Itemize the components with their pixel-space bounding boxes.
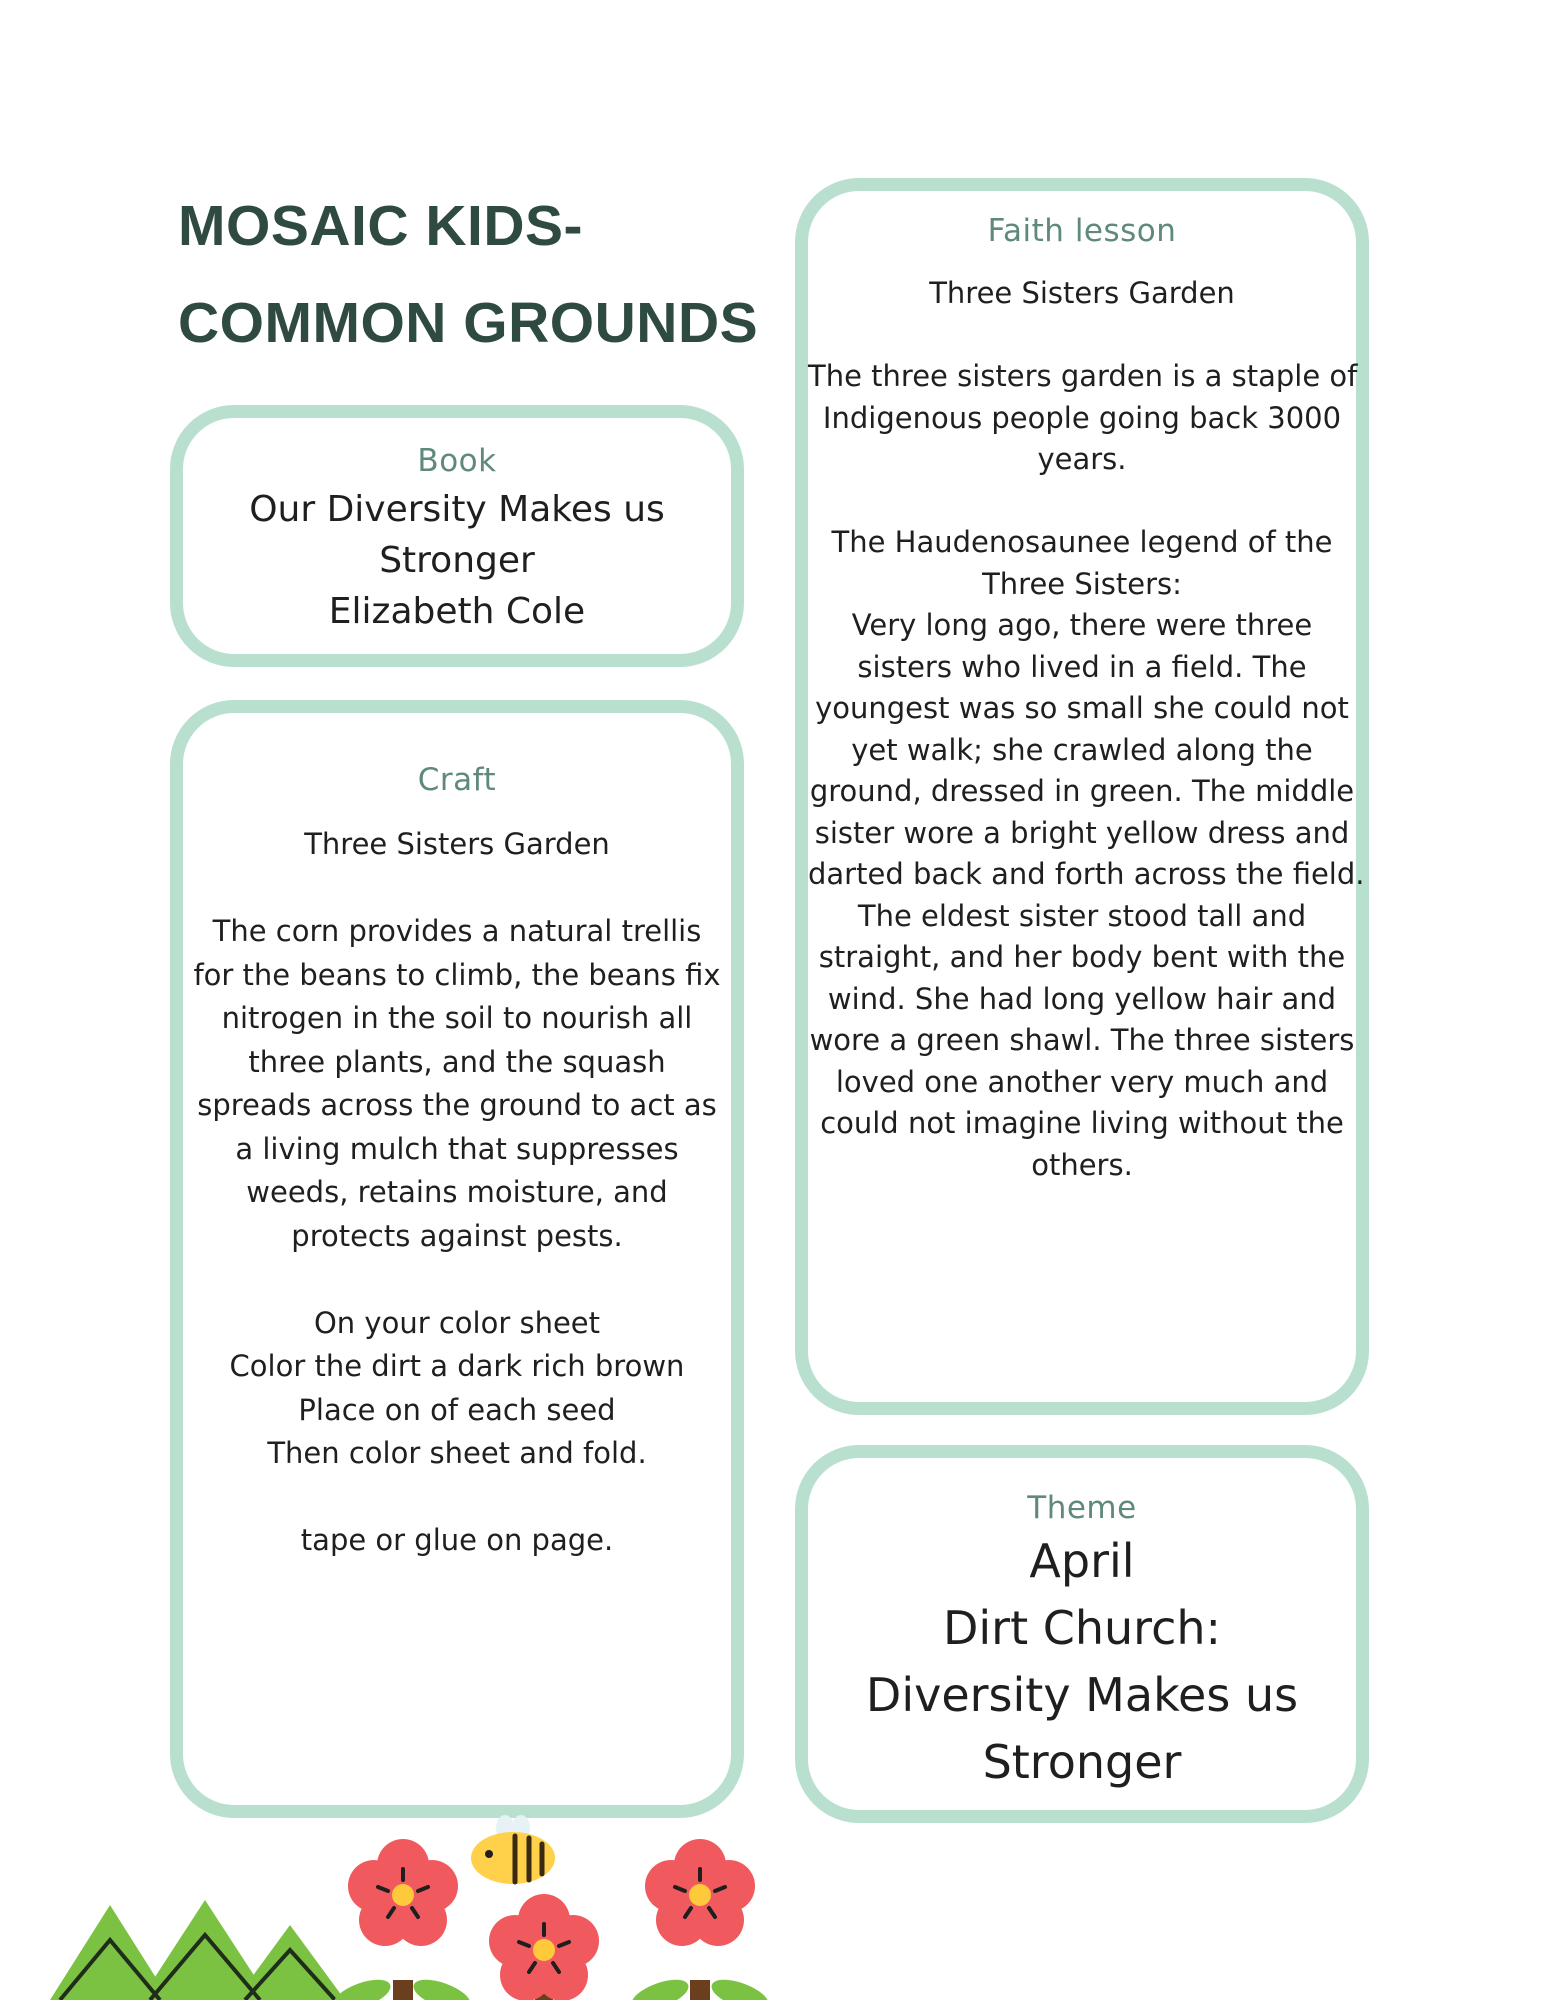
- title-line-1: MOSAIC KIDS-: [178, 194, 583, 258]
- faith-legend-line: sister wore a bright yellow dress and: [814, 815, 1350, 850]
- leaf-icon: [410, 1973, 475, 2000]
- faith-legend-line: yet walk; she crawled along the: [851, 732, 1313, 767]
- theme-body: [808, 1528, 1356, 1796]
- faith-lesson-card: [795, 178, 1369, 1415]
- faith-legend-line: wore a green shawl. The three sisters: [809, 1023, 1355, 1057]
- faith-legend-line: Very long ago, there were three: [851, 608, 1313, 642]
- craft-paragraph-line: protects against pests.: [291, 1218, 623, 1253]
- craft-paragraph-line: The corn provides a natural trellis: [212, 914, 702, 948]
- craft-heading: Craft: [417, 762, 497, 798]
- craft-card: [170, 700, 744, 1818]
- theme-card: [795, 1445, 1369, 1823]
- faith-legend-line: ground, dressed in green. The middle: [809, 774, 1355, 808]
- flower-icon: [330, 1839, 475, 2000]
- flower-icon: [489, 1894, 599, 2000]
- craft-paragraph-line: weeds, retains moisture, and: [246, 1175, 668, 1209]
- theme-line: Diversity Makes us: [865, 1668, 1299, 1722]
- flower-icon: [628, 1839, 773, 2000]
- leaf-icon: [330, 1973, 395, 2000]
- craft-paragraph-line: nitrogen in the soil to nourish all: [221, 1001, 693, 1035]
- book-title-line-1: Our Diversity Makes us: [249, 489, 665, 530]
- leaf-icon: [708, 1973, 773, 2000]
- leaf-icon: [628, 1973, 693, 2000]
- faith-intro-line: The three sisters garden is a staple of: [808, 359, 1358, 393]
- bee-icon: [471, 1815, 555, 1884]
- faith-legend-line: others.: [1031, 1147, 1133, 1182]
- book-card: [170, 405, 744, 667]
- faith-legend-line: The Haudenosaunee legend of the: [831, 525, 1333, 559]
- book-heading: Book: [417, 443, 497, 479]
- faith-legend-line: The eldest sister stood tall and: [857, 898, 1307, 933]
- craft-instruction-line: On your color sheet: [313, 1305, 601, 1340]
- faith-legend-line: could not imagine living without the: [820, 1106, 1344, 1140]
- theme-month: April: [1029, 1534, 1135, 1588]
- faith-legend-line: straight, and her body bent with the: [818, 940, 1346, 974]
- craft-body: [183, 823, 731, 1563]
- book-author: Elizabeth Cole: [328, 591, 586, 632]
- faith-intro-line: Indigenous people going back 3000: [822, 400, 1342, 435]
- theme-heading: Theme: [1027, 1490, 1137, 1526]
- book-title-line-2: Stronger: [379, 540, 535, 581]
- faith-legend-line: youngest was so small she could not: [815, 691, 1349, 725]
- grass-icon: [50, 1900, 345, 2000]
- page-title: [178, 178, 798, 372]
- craft-paragraph-line: for the beans to climb, the beans fix: [193, 957, 721, 992]
- theme-line: Dirt Church:: [942, 1601, 1222, 1655]
- faith-legend-line: sisters who lived in a field. The: [857, 649, 1307, 684]
- craft-final-line: tape or glue on page.: [300, 1523, 614, 1557]
- faith-legend-line: wind. She had long yellow hair and: [827, 981, 1337, 1016]
- faith-heading: Faith lesson: [987, 213, 1177, 249]
- faith-intro-line: years.: [1037, 442, 1127, 476]
- craft-paragraph-line: spreads across the ground to act as: [197, 1088, 717, 1122]
- garden-illustration: [0, 1800, 800, 2000]
- craft-instruction-line: Color the dirt a dark rich brown: [229, 1349, 685, 1383]
- craft-paragraph-line: three plants, and the squash: [248, 1044, 666, 1079]
- faith-legend-line: Three Sisters:: [982, 566, 1182, 601]
- craft-instruction-line: Then color sheet and fold.: [267, 1436, 647, 1470]
- book-details: [183, 484, 731, 637]
- theme-line: Stronger: [982, 1735, 1182, 1789]
- faith-body: [808, 273, 1365, 1186]
- craft-paragraph-line: a living mulch that suppresses: [235, 1131, 679, 1166]
- craft-instruction-line: Place on of each seed: [298, 1392, 616, 1427]
- faith-legend-line: darted back and forth across the field.: [808, 857, 1365, 891]
- faith-legend-line: loved one another very much and: [835, 1064, 1329, 1099]
- faith-subtitle: Three Sisters Garden: [929, 276, 1235, 310]
- craft-subtitle: Three Sisters Garden: [304, 827, 610, 861]
- title-line-2: COMMON GROUNDS: [178, 291, 759, 355]
